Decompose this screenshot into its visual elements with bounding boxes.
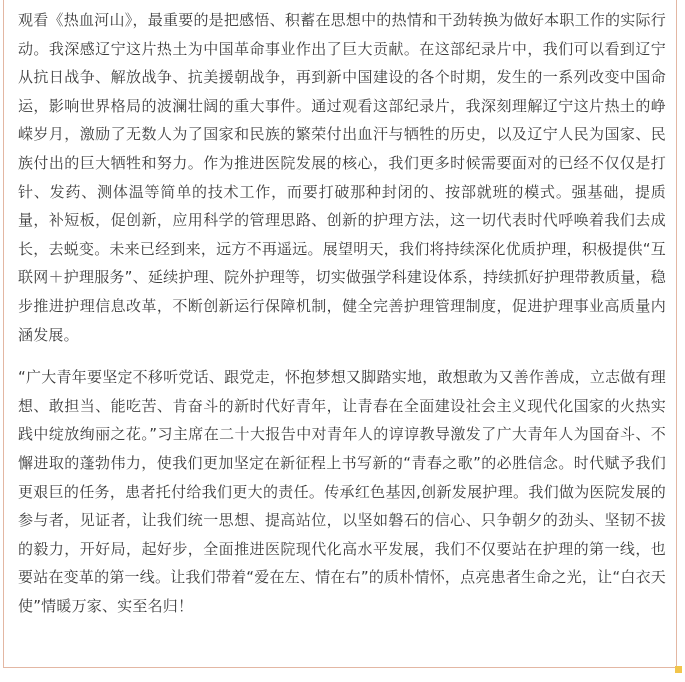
paragraph-1: 观看《热血河山》，最重要的是把感悟、积蓄在思想中的热情和干劲转换为做好本职工作的实际行动。我深感辽宁这片热土为中国革命事业作出了巨大贡献。在这部纪录片中，我们可以看到辽宁从抗日战争、解放战争、抗美援朝战争，再到新中国建设的各个时期，发生的一系列改变中国命运，影响世界格局的波澜壮阔的重大事件。通过观看这部纪录片，我深刻理解辽宁这片热土的峥嵘岁月，激励了无数人为了国家和民族的繁荣付出血汗与牺牲的历史，以及辽宁人民为国家、民族付出的巨大牺牲和努力。作为推进医院发展的核心，我们更多时候需要面对的已经不仅仅是打针、发药、测体温等简单的技术工作，而要打破那种封闭的、按部就班的模式。强基础，提质量，补短板，促创新，应用科学的管理思路、创新的护理方法，这一切代表时代呼唤着我们去成长，去蜕变。未来已经到来，远方不再遥远。展望明天，我们将持续深化优质护理，积极提供“互联网＋护理服务”、延续护理、院外护理等，切实做强学科建设体系，持续抓好护理带教质量，稳步推进护理信息改革，不断创新运行保障机制，健全完善护理管理制度，促进护理事业高质量内涵发展。 [18, 11, 666, 344]
corner-decoration [675, 666, 682, 673]
paragraph-2: “广大青年要坚定不移听党话、跟党走，怀抱梦想又脚踏实地，敢想敢为又善作善成，立志做有理想、敢担当、能吃苦、肯奋斗的新时代好青年，让青春在全面建设社会主义现代化国家的火热实践中绽放绚丽之花。”习主席在二十大报告中对青年人的谆谆教导激发了广大青年人为国奋斗、不懈进取的蓬勃伟力，使我们更加坚定在新征程上书写新的“青春之歌”的必胜信念。时代赋予我们更艰巨的任务，患者托付给我们更大的责任。传承红色基因,创新发展护理。我们做为医院发展的参与者，见证者，让我们统一思想、提高站位，以坚如磐石的信心、只争朝夕的劲头、坚韧不拔的毅力，开好局，起好步，全面推进医院现代化高水平发展，我们不仅要站在护理的第一线，也要站在变革的第一线。让我们带着“爱在左、情在右”的质朴情怀，点亮患者生命之光，让“白衣天使”情暖万家、实至名归！ [18, 368, 666, 615]
article-body [18, 6, 666, 620]
